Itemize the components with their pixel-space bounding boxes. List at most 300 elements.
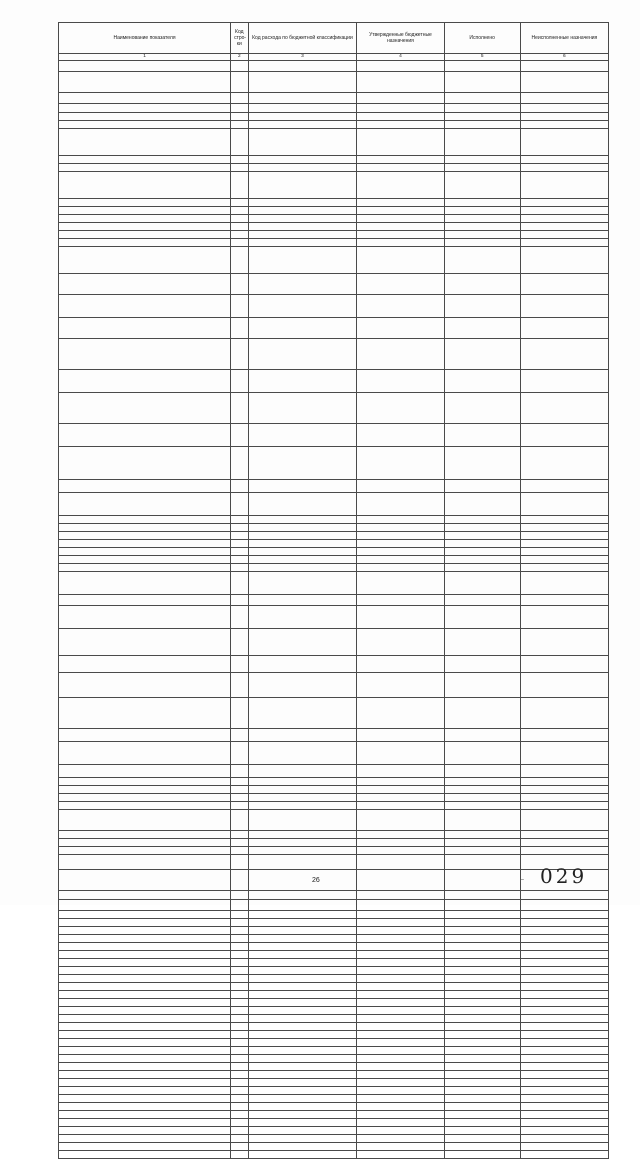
row-budget-code (248, 103, 357, 112)
row-budget-code (248, 801, 357, 809)
row-name (59, 982, 231, 990)
header-line-code: Код стро-ки (231, 23, 248, 54)
row-approved (357, 785, 444, 793)
row-line-code (231, 515, 248, 523)
row-executed (444, 539, 520, 547)
table-row (59, 1046, 609, 1054)
row-unexecuted (520, 809, 608, 830)
row-executed (444, 958, 520, 966)
row-budget-code (248, 492, 357, 515)
table-row (59, 60, 609, 71)
row-name (59, 958, 231, 966)
row-name (59, 838, 231, 846)
row-approved (357, 801, 444, 809)
row-name (59, 392, 231, 423)
row-name (59, 555, 231, 563)
row-name (59, 1126, 231, 1134)
row-name (59, 515, 231, 523)
row-approved (357, 958, 444, 966)
row-executed (444, 838, 520, 846)
table-row (59, 809, 609, 830)
row-name (59, 793, 231, 801)
row-unexecuted (520, 1102, 608, 1110)
row-line-code (231, 1094, 248, 1102)
row-unexecuted (520, 120, 608, 128)
row-budget-code (248, 950, 357, 958)
row-budget-code (248, 910, 357, 918)
row-name (59, 206, 231, 214)
row-line-code (231, 1086, 248, 1094)
row-unexecuted (520, 1030, 608, 1038)
row-line-code (231, 120, 248, 128)
row-budget-code (248, 198, 357, 206)
row-line-code (231, 1006, 248, 1014)
row-approved (357, 155, 444, 163)
table-row (59, 92, 609, 103)
row-budget-code (248, 1094, 357, 1102)
row-unexecuted (520, 539, 608, 547)
table-row (59, 890, 609, 899)
row-name (59, 741, 231, 764)
header-unexecuted: Неисполненные назначения (520, 23, 608, 54)
row-budget-code (248, 890, 357, 899)
row-unexecuted (520, 1014, 608, 1022)
row-executed (444, 479, 520, 492)
row-unexecuted (520, 1070, 608, 1078)
row-unexecuted (520, 1062, 608, 1070)
row-executed (444, 317, 520, 338)
row-line-code (231, 222, 248, 230)
row-name (59, 492, 231, 515)
row-budget-code (248, 1150, 357, 1158)
row-name (59, 1038, 231, 1046)
table-row (59, 838, 609, 846)
row-line-code (231, 1142, 248, 1150)
row-line-code (231, 92, 248, 103)
row-line-code (231, 801, 248, 809)
row-unexecuted (520, 214, 608, 222)
row-approved (357, 317, 444, 338)
row-budget-code (248, 998, 357, 1006)
row-name (59, 214, 231, 222)
row-executed (444, 741, 520, 764)
row-unexecuted (520, 1110, 608, 1118)
row-approved (357, 392, 444, 423)
row-unexecuted (520, 128, 608, 155)
row-line-code (231, 294, 248, 317)
row-unexecuted (520, 777, 608, 785)
row-line-code (231, 163, 248, 171)
table-row (59, 1150, 609, 1158)
row-name (59, 539, 231, 547)
row-executed (444, 785, 520, 793)
row-budget-code (248, 555, 357, 563)
row-budget-code (248, 655, 357, 672)
row-budget-code (248, 830, 357, 838)
row-budget-code (248, 966, 357, 974)
row-executed (444, 594, 520, 605)
row-name (59, 934, 231, 942)
row-unexecuted (520, 1006, 608, 1014)
row-name (59, 563, 231, 571)
row-budget-code (248, 1022, 357, 1030)
row-unexecuted (520, 230, 608, 238)
row-line-code (231, 206, 248, 214)
row-line-code (231, 392, 248, 423)
row-line-code (231, 1118, 248, 1126)
row-line-code (231, 1038, 248, 1046)
row-line-code (231, 563, 248, 571)
row-name (59, 423, 231, 446)
row-unexecuted (520, 163, 608, 171)
table-row (59, 1006, 609, 1014)
row-budget-code (248, 571, 357, 594)
row-unexecuted (520, 785, 608, 793)
row-budget-code (248, 785, 357, 793)
row-name (59, 1142, 231, 1150)
table-row (59, 120, 609, 128)
row-name (59, 777, 231, 785)
table-row (59, 974, 609, 982)
row-executed (444, 1118, 520, 1126)
row-name (59, 672, 231, 697)
row-name (59, 998, 231, 1006)
row-approved (357, 1134, 444, 1142)
row-unexecuted (520, 926, 608, 934)
row-line-code (231, 571, 248, 594)
row-line-code (231, 998, 248, 1006)
column-number: 3 (248, 54, 357, 61)
row-unexecuted (520, 198, 608, 206)
row-unexecuted (520, 155, 608, 163)
table-row (59, 1062, 609, 1070)
row-approved (357, 273, 444, 294)
table-row (59, 958, 609, 966)
row-executed (444, 214, 520, 222)
row-approved (357, 1078, 444, 1086)
row-name (59, 128, 231, 155)
row-line-code (231, 958, 248, 966)
row-executed (444, 492, 520, 515)
row-unexecuted (520, 563, 608, 571)
row-executed (444, 446, 520, 479)
row-approved (357, 523, 444, 531)
row-executed (444, 103, 520, 112)
row-name (59, 198, 231, 206)
row-unexecuted (520, 793, 608, 801)
row-name (59, 846, 231, 854)
table-row (59, 594, 609, 605)
row-line-code (231, 809, 248, 830)
row-approved (357, 926, 444, 934)
row-name (59, 238, 231, 246)
row-executed (444, 950, 520, 958)
row-name (59, 966, 231, 974)
row-approved (357, 1030, 444, 1038)
row-approved (357, 222, 444, 230)
table-row (59, 1022, 609, 1030)
row-line-code (231, 1062, 248, 1070)
row-line-code (231, 246, 248, 273)
row-line-code (231, 974, 248, 982)
row-budget-code (248, 838, 357, 846)
row-name (59, 942, 231, 950)
column-number: 1 (59, 54, 231, 61)
row-budget-code (248, 238, 357, 246)
row-line-code (231, 1030, 248, 1038)
row-executed (444, 206, 520, 214)
table-row (59, 1142, 609, 1150)
row-budget-code (248, 479, 357, 492)
row-budget-code (248, 846, 357, 854)
row-unexecuted (520, 392, 608, 423)
row-budget-code (248, 934, 357, 942)
row-approved (357, 294, 444, 317)
row-executed (444, 890, 520, 899)
row-executed (444, 934, 520, 942)
table-row (59, 222, 609, 230)
row-budget-code (248, 1110, 357, 1118)
row-approved (357, 1046, 444, 1054)
row-name (59, 523, 231, 531)
row-approved (357, 764, 444, 777)
row-approved (357, 910, 444, 918)
table-row (59, 1126, 609, 1134)
row-name (59, 446, 231, 479)
table-row (59, 785, 609, 793)
row-executed (444, 1030, 520, 1038)
row-approved (357, 246, 444, 273)
row-executed (444, 222, 520, 230)
row-budget-code (248, 128, 357, 155)
row-approved (357, 492, 444, 515)
row-name (59, 60, 231, 71)
table-row (59, 238, 609, 246)
row-line-code (231, 1134, 248, 1142)
row-executed (444, 942, 520, 950)
row-budget-code (248, 515, 357, 523)
row-unexecuted (520, 171, 608, 198)
row-name (59, 1070, 231, 1078)
row-budget-code (248, 605, 357, 628)
row-line-code (231, 741, 248, 764)
row-name (59, 1054, 231, 1062)
row-approved (357, 547, 444, 555)
table-row (59, 171, 609, 198)
row-executed (444, 869, 520, 890)
row-line-code (231, 918, 248, 926)
row-unexecuted (520, 728, 608, 741)
row-budget-code (248, 1062, 357, 1070)
row-approved (357, 369, 444, 392)
row-name (59, 369, 231, 392)
row-unexecuted (520, 515, 608, 523)
row-unexecuted (520, 369, 608, 392)
row-unexecuted (520, 206, 608, 214)
row-name (59, 974, 231, 982)
row-unexecuted (520, 112, 608, 120)
row-approved (357, 571, 444, 594)
row-name (59, 1062, 231, 1070)
row-unexecuted (520, 1086, 608, 1094)
row-executed (444, 1142, 520, 1150)
row-line-code (231, 60, 248, 71)
row-budget-code (248, 764, 357, 777)
row-budget-code (248, 120, 357, 128)
table-row (59, 764, 609, 777)
row-unexecuted (520, 1078, 608, 1086)
row-executed (444, 1006, 520, 1014)
row-name (59, 918, 231, 926)
row-unexecuted (520, 838, 608, 846)
row-budget-code (248, 926, 357, 934)
row-unexecuted (520, 222, 608, 230)
row-approved (357, 423, 444, 446)
row-approved (357, 1110, 444, 1118)
row-approved (357, 103, 444, 112)
row-name (59, 246, 231, 273)
row-line-code (231, 990, 248, 998)
row-approved (357, 869, 444, 890)
column-number: 6 (520, 54, 608, 61)
row-unexecuted (520, 764, 608, 777)
row-unexecuted (520, 338, 608, 369)
row-unexecuted (520, 990, 608, 998)
row-budget-code (248, 1006, 357, 1014)
table-row (59, 846, 609, 854)
row-unexecuted (520, 273, 608, 294)
row-line-code (231, 830, 248, 838)
row-name (59, 338, 231, 369)
row-name (59, 655, 231, 672)
row-unexecuted (520, 918, 608, 926)
row-executed (444, 628, 520, 655)
table-row (59, 230, 609, 238)
row-approved (357, 974, 444, 982)
row-unexecuted (520, 966, 608, 974)
table-row (59, 655, 609, 672)
table-row (59, 777, 609, 785)
row-budget-code (248, 1102, 357, 1110)
row-budget-code (248, 317, 357, 338)
row-name (59, 222, 231, 230)
row-executed (444, 1062, 520, 1070)
row-line-code (231, 966, 248, 974)
row-line-code (231, 838, 248, 846)
row-approved (357, 1102, 444, 1110)
row-budget-code (248, 206, 357, 214)
row-approved (357, 531, 444, 539)
row-budget-code (248, 1142, 357, 1150)
row-approved (357, 1006, 444, 1014)
row-approved (357, 950, 444, 958)
row-unexecuted (520, 103, 608, 112)
row-budget-code (248, 1134, 357, 1142)
row-executed (444, 547, 520, 555)
table-row (59, 1014, 609, 1022)
row-line-code (231, 369, 248, 392)
row-executed (444, 392, 520, 423)
row-budget-code (248, 809, 357, 830)
row-name (59, 926, 231, 934)
row-unexecuted (520, 92, 608, 103)
row-unexecuted (520, 801, 608, 809)
row-budget-code (248, 741, 357, 764)
row-unexecuted (520, 423, 608, 446)
row-approved (357, 163, 444, 171)
table-body (59, 60, 609, 1158)
table-row (59, 547, 609, 555)
row-name (59, 1030, 231, 1038)
row-approved (357, 998, 444, 1006)
row-line-code (231, 1046, 248, 1054)
table-row (59, 112, 609, 120)
row-name (59, 1086, 231, 1094)
row-approved (357, 982, 444, 990)
row-approved (357, 112, 444, 120)
row-executed (444, 155, 520, 163)
table-row (59, 1118, 609, 1126)
row-unexecuted (520, 294, 608, 317)
table-row (59, 563, 609, 571)
row-line-code (231, 273, 248, 294)
row-executed (444, 571, 520, 594)
row-unexecuted (520, 628, 608, 655)
row-budget-code (248, 982, 357, 990)
table-row (59, 71, 609, 92)
row-unexecuted (520, 974, 608, 982)
row-line-code (231, 531, 248, 539)
row-executed (444, 128, 520, 155)
row-name (59, 697, 231, 728)
row-approved (357, 1062, 444, 1070)
row-line-code (231, 446, 248, 479)
row-approved (357, 563, 444, 571)
row-executed (444, 1126, 520, 1134)
row-name (59, 1006, 231, 1014)
row-unexecuted (520, 741, 608, 764)
row-unexecuted (520, 1046, 608, 1054)
row-executed (444, 238, 520, 246)
row-approved (357, 655, 444, 672)
row-unexecuted (520, 846, 608, 854)
row-executed (444, 120, 520, 128)
table-row (59, 539, 609, 547)
table-row (59, 1038, 609, 1046)
row-approved (357, 605, 444, 628)
row-approved (357, 1054, 444, 1062)
row-unexecuted (520, 1134, 608, 1142)
row-line-code (231, 890, 248, 899)
row-budget-code (248, 92, 357, 103)
row-budget-code (248, 392, 357, 423)
table-row (59, 338, 609, 369)
row-approved (357, 890, 444, 899)
row-approved (357, 206, 444, 214)
row-name (59, 854, 231, 869)
row-unexecuted (520, 950, 608, 958)
table-row (59, 531, 609, 539)
row-budget-code (248, 1070, 357, 1078)
row-budget-code (248, 1118, 357, 1126)
row-name (59, 890, 231, 899)
table-row (59, 869, 609, 890)
row-executed (444, 230, 520, 238)
row-executed (444, 1038, 520, 1046)
table-row (59, 1030, 609, 1038)
row-unexecuted (520, 672, 608, 697)
header-executed: Исполнено (444, 23, 520, 54)
